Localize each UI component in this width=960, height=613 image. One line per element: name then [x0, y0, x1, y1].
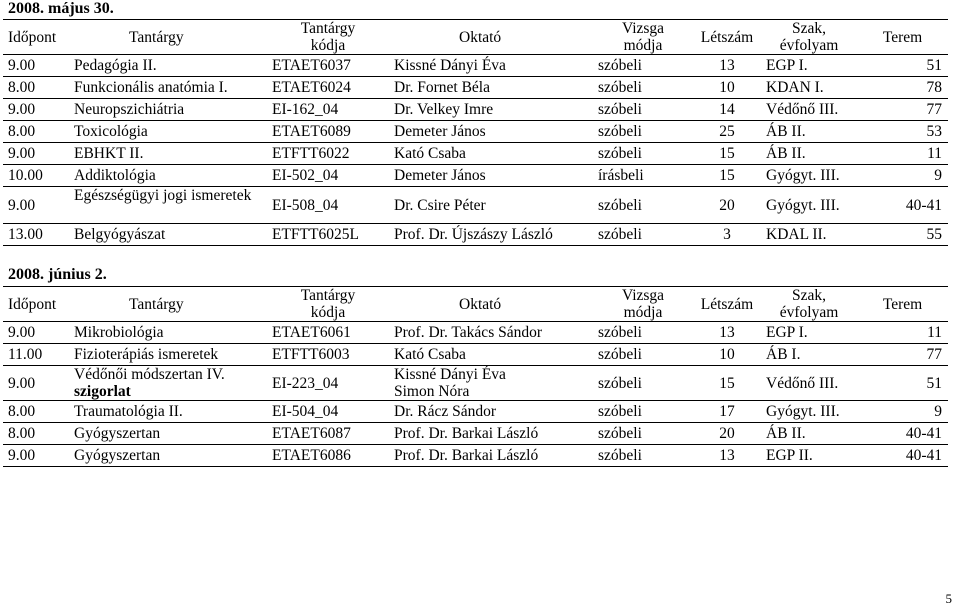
- table-row: [3, 423, 948, 445]
- header-count: Létszám: [693, 287, 761, 322]
- header-code: Tantárgy kódja: [267, 20, 389, 55]
- cell-mode: szóbeli: [593, 99, 693, 121]
- header-time: Időpont: [3, 20, 69, 55]
- cell-count: 15: [693, 165, 761, 187]
- table-row: [3, 445, 948, 467]
- cell-code: EI-508_04: [267, 187, 389, 224]
- cell-room: 40-41: [857, 423, 948, 445]
- header-count: Létszám: [693, 20, 761, 55]
- cell-mode: szóbeli: [593, 401, 693, 423]
- cell-room: 9: [857, 165, 948, 187]
- cell-mode: szóbeli: [593, 344, 693, 366]
- cell-teacher: Kissné Dányi Éva Simon Nóra: [389, 366, 593, 401]
- cell-time: 9.00: [3, 99, 69, 121]
- cell-mode: szóbeli: [593, 187, 693, 224]
- cell-program: Védőnő III.: [761, 99, 857, 121]
- cell-teacher: Kató Csaba: [389, 143, 593, 165]
- cell-code: ETAET6024: [267, 77, 389, 99]
- cell-room: 9: [857, 401, 948, 423]
- cell-count: 20: [693, 423, 761, 445]
- header-subject: Tantárgy: [69, 287, 267, 322]
- cell-count: 10: [693, 77, 761, 99]
- cell-code: ETFTT6025L: [267, 224, 389, 246]
- cell-mode: szóbeli: [593, 423, 693, 445]
- cell-subject: Neuropszichiátria: [69, 99, 267, 121]
- cell-subject: Funkcionális anatómia I.: [69, 77, 267, 99]
- cell-time: 8.00: [3, 77, 69, 99]
- cell-subject: Gyógyszertan: [69, 423, 267, 445]
- table-row: [3, 55, 948, 77]
- cell-count: 15: [693, 366, 761, 401]
- cell-room: 53: [857, 121, 948, 143]
- cell-subject: Pedagógia II.: [69, 55, 267, 77]
- cell-teacher: Kissné Dányi Éva: [389, 55, 593, 77]
- cell-subject: Gyógyszertan: [69, 445, 267, 467]
- cell-program: Védőnő III.: [761, 366, 857, 401]
- cell-code: ETAET6087: [267, 423, 389, 445]
- cell-count: 13: [693, 55, 761, 77]
- cell-program: Gyógyt. III.: [761, 165, 857, 187]
- cell-code: ETFTT6022: [267, 143, 389, 165]
- header-program: Szak, évfolyam: [761, 287, 857, 322]
- cell-teacher: Prof. Dr. Takács Sándor: [389, 322, 593, 344]
- cell-time: 9.00: [3, 143, 69, 165]
- cell-room: 51: [857, 55, 948, 77]
- cell-subject: Addiktológia: [69, 165, 267, 187]
- cell-program: ÁB II.: [761, 423, 857, 445]
- cell-code: ETAET6086: [267, 445, 389, 467]
- cell-count: 10: [693, 344, 761, 366]
- cell-mode: szóbeli: [593, 322, 693, 344]
- header-teacher: Oktató: [389, 20, 593, 55]
- cell-count: 14: [693, 99, 761, 121]
- cell-count: 15: [693, 143, 761, 165]
- cell-program: EGP I.: [761, 55, 857, 77]
- exam-table-1: [3, 19, 948, 246]
- cell-mode: szóbeli: [593, 366, 693, 401]
- table-row: [3, 121, 948, 143]
- cell-room: 51: [857, 366, 948, 401]
- table-row: [3, 77, 948, 99]
- table-row: [3, 143, 948, 165]
- cell-mode: szóbeli: [593, 143, 693, 165]
- cell-teacher: Kató Csaba: [389, 344, 593, 366]
- header-time: Időpont: [3, 287, 69, 322]
- cell-mode: szóbeli: [593, 77, 693, 99]
- table-row: [3, 165, 948, 187]
- cell-mode: szóbeli: [593, 55, 693, 77]
- cell-time: 8.00: [3, 121, 69, 143]
- cell-count: 17: [693, 401, 761, 423]
- page-number: 5: [945, 591, 952, 606]
- table-row: [3, 187, 948, 224]
- cell-program: ÁB II.: [761, 143, 857, 165]
- cell-mode: szóbeli: [593, 121, 693, 143]
- cell-room: 40-41: [857, 187, 948, 224]
- cell-teacher: Prof. Dr. Újszászy László: [389, 224, 593, 246]
- cell-count: 25: [693, 121, 761, 143]
- cell-time: 9.00: [3, 55, 69, 77]
- header-mode: Vizsga módja: [593, 20, 693, 55]
- date-heading-2: 2008. június 2.: [8, 266, 107, 283]
- header-mode: Vizsga módja: [593, 287, 693, 322]
- cell-mode: írásbeli: [593, 165, 693, 187]
- table-row: [3, 99, 948, 121]
- cell-count: 20: [693, 187, 761, 224]
- cell-code: ETAET6061: [267, 322, 389, 344]
- cell-count: 13: [693, 322, 761, 344]
- cell-subject: Traumatológia II.: [69, 401, 267, 423]
- cell-program: EGP I.: [761, 322, 857, 344]
- cell-mode: szóbeli: [593, 445, 693, 467]
- cell-program: ÁB II.: [761, 121, 857, 143]
- cell-code: EI-162_04: [267, 99, 389, 121]
- table-row: [3, 224, 948, 246]
- cell-time: 9.00: [3, 322, 69, 344]
- table-row: [3, 344, 948, 366]
- header-subject: Tantárgy: [69, 20, 267, 55]
- header-code: Tantárgy kódja: [267, 287, 389, 322]
- header-teacher: Oktató: [389, 287, 593, 322]
- cell-room: 77: [857, 344, 948, 366]
- exam-table-2: [3, 286, 948, 467]
- date-heading-1: 2008. május 30.: [8, 0, 114, 17]
- cell-count: 13: [693, 445, 761, 467]
- table-row: [3, 322, 948, 344]
- cell-teacher: Dr. Fornet Béla: [389, 77, 593, 99]
- cell-teacher: Dr. Csire Péter: [389, 187, 593, 224]
- cell-teacher: Prof. Dr. Barkai László: [389, 445, 593, 467]
- header-room: Terem: [857, 20, 948, 55]
- cell-room: 78: [857, 77, 948, 99]
- cell-program: ÁB I.: [761, 344, 857, 366]
- cell-mode: szóbeli: [593, 224, 693, 246]
- cell-time: 9.00: [3, 366, 69, 401]
- cell-program: Gyógyt. III.: [761, 187, 857, 224]
- cell-teacher: Demeter János: [389, 121, 593, 143]
- cell-subject: Mikrobiológia: [69, 322, 267, 344]
- cell-subject: Belgyógyászat: [69, 224, 267, 246]
- cell-room: 40-41: [857, 445, 948, 467]
- table-row: [3, 401, 948, 423]
- cell-teacher: Dr. Velkey Imre: [389, 99, 593, 121]
- cell-program: EGP II.: [761, 445, 857, 467]
- cell-code: ETAET6037: [267, 55, 389, 77]
- cell-time: 9.00: [3, 445, 69, 467]
- cell-teacher: Prof. Dr. Barkai László: [389, 423, 593, 445]
- cell-subject: Egészségügyi jogi ismeretek: [69, 187, 267, 224]
- cell-room: 55: [857, 224, 948, 246]
- cell-subject: Fizioterápiás ismeretek: [69, 344, 267, 366]
- cell-program: KDAL II.: [761, 224, 857, 246]
- cell-code: EI-502_04: [267, 165, 389, 187]
- header-program: Szak, évfolyam: [761, 20, 857, 55]
- cell-code: EI-223_04: [267, 366, 389, 401]
- cell-subject: Toxicológia: [69, 121, 267, 143]
- table-header: [3, 20, 948, 55]
- cell-room: 77: [857, 99, 948, 121]
- cell-teacher: Dr. Rácz Sándor: [389, 401, 593, 423]
- cell-room: 11: [857, 143, 948, 165]
- cell-time: 11.00: [3, 344, 69, 366]
- cell-time: 8.00: [3, 423, 69, 445]
- cell-subject: Védőnői módszertan IV. szigorlat: [69, 366, 267, 401]
- cell-program: KDAN I.: [761, 77, 857, 99]
- cell-time: 10.00: [3, 165, 69, 187]
- cell-time: 8.00: [3, 401, 69, 423]
- cell-teacher: Demeter János: [389, 165, 593, 187]
- table-row: [3, 366, 948, 401]
- cell-count: 3: [693, 224, 761, 246]
- cell-subject: EBHKT II.: [69, 143, 267, 165]
- cell-time: 13.00: [3, 224, 69, 246]
- cell-program: Gyógyt. III.: [761, 401, 857, 423]
- cell-code: ETFTT6003: [267, 344, 389, 366]
- cell-time: 9.00: [3, 187, 69, 224]
- cell-code: ETAET6089: [267, 121, 389, 143]
- cell-room: 11: [857, 322, 948, 344]
- header-room: Terem: [857, 287, 948, 322]
- table-header: [3, 287, 948, 322]
- cell-code: EI-504_04: [267, 401, 389, 423]
